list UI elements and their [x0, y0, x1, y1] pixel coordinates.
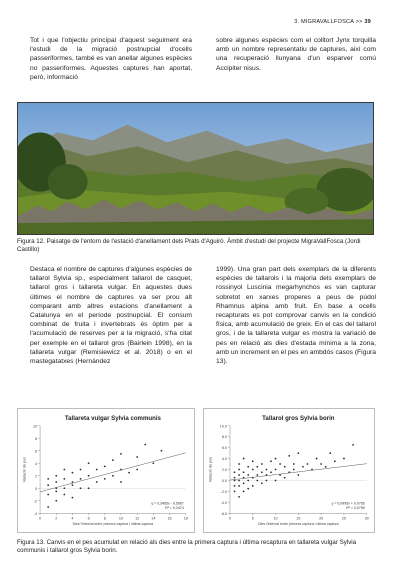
data-point [307, 463, 309, 465]
data-point [261, 463, 263, 465]
x-tick-label: 0 [228, 516, 231, 521]
data-point [152, 462, 154, 464]
data-point [293, 463, 295, 465]
top-right-paragraph: sobre algunes espècies com el colltort Jynx torquilla amb un nombre representatiu de captures, així com una recuperació llunyana d'un esparver comú Accipiter nisus. [216, 37, 376, 72]
chart-card-communis [17, 408, 195, 533]
y-tick-label: 8.0 [221, 435, 228, 440]
x-tick-label: 10 [118, 516, 124, 521]
y-tick-label: 4.0 [221, 457, 228, 462]
data-point [238, 474, 240, 476]
data-point [234, 477, 236, 479]
data-point [72, 481, 74, 483]
data-point [293, 469, 295, 471]
top-left-paragraph: Tot i que l'objectiu principal d'aquest seguiment era l'estudi de la migració postnupcial d'ocells passeriformes, també es van anellar algunes espècies no passeriformes. Aquestes captures han aportat, però, informació [30, 37, 192, 81]
figure-13-caption: Figura 13. Canvis en el pes acumulat en relació als dies entre la primera captura i última recaptura en tallareta vulgar Sylvia communis i tallarol gros Sylvia borin. [17, 539, 357, 555]
data-point [80, 469, 82, 471]
data-point [352, 444, 354, 446]
trend-equation: y = 0,0995x + 0,0765 [331, 501, 365, 506]
data-point [72, 472, 74, 474]
page-header [294, 19, 371, 25]
data-point [247, 474, 249, 476]
x-tick-label: 8 [103, 516, 106, 521]
data-point [270, 471, 272, 473]
x-tick-label: 30 [364, 516, 369, 521]
data-point [120, 453, 122, 455]
x-tick-label: 18 [183, 516, 188, 521]
data-point [104, 466, 106, 468]
y-tick-label: -4.0 [220, 500, 228, 505]
x-tick-label: 6 [87, 516, 90, 521]
data-point [55, 500, 57, 502]
data-point [316, 458, 318, 460]
data-point [128, 472, 130, 474]
y-tick-label: -4 [33, 511, 38, 516]
y-tick-label: 6 [35, 449, 38, 454]
data-point [297, 452, 299, 454]
data-point [243, 491, 245, 493]
header-arrows: >> [355, 19, 363, 25]
data-point [72, 484, 74, 486]
data-point [47, 478, 49, 480]
data-point [329, 452, 331, 454]
data-point [234, 491, 236, 493]
mountain-landscape-icon [18, 103, 373, 234]
x-axis-label: Dies l'interval entre primera captura i última captura [258, 522, 339, 527]
data-point [136, 469, 138, 471]
data-point [261, 471, 263, 473]
data-point [234, 480, 236, 482]
x-tick-label: 16 [167, 516, 172, 521]
data-point [343, 458, 345, 460]
data-point [55, 481, 57, 483]
x-tick-label: 20 [319, 516, 324, 521]
data-point [320, 463, 322, 465]
y-tick-label: 6.0 [221, 446, 228, 451]
data-point [88, 475, 90, 477]
y-tick-label: -2 [33, 499, 38, 504]
data-point [243, 458, 245, 460]
data-point [302, 466, 304, 468]
data-point [161, 450, 163, 452]
data-point [96, 469, 98, 471]
data-point [238, 463, 240, 465]
data-point [80, 478, 82, 480]
data-point [247, 488, 249, 490]
trendline [230, 464, 367, 480]
x-tick-label: 14 [151, 516, 156, 521]
data-point [275, 458, 277, 460]
data-point [63, 478, 65, 480]
y-tick-label: 2 [35, 474, 38, 479]
y-tick-label: 10.0 [219, 424, 228, 429]
trendline [40, 453, 186, 492]
chart-title: Tallareta vulgar Sylvia communis [64, 414, 161, 422]
data-point [279, 463, 281, 465]
data-point [325, 466, 327, 468]
y-tick-label: 4 [35, 461, 38, 466]
x-tick-label: 4 [71, 516, 74, 521]
data-point [238, 480, 240, 482]
data-point [256, 474, 258, 476]
data-point [247, 466, 249, 468]
chart-card-borin [203, 408, 375, 533]
data-point [284, 466, 286, 468]
data-point [88, 462, 90, 464]
data-point [104, 478, 106, 480]
y-tick-label: -6.0 [220, 511, 228, 516]
data-point [72, 497, 74, 499]
data-point [238, 485, 240, 487]
x-tick-label: 12 [135, 516, 140, 521]
chart-borin [204, 409, 374, 532]
y-tick-label: -2.0 [220, 489, 228, 494]
section-title: 3. MIGRAVALLFOSCA [294, 19, 354, 25]
y-tick-label: 0.0 [221, 479, 228, 484]
data-point [112, 459, 114, 461]
x-axis-label: Dies l'interval entre primera captura i última captura [72, 522, 154, 527]
page-number: 39 [364, 19, 371, 25]
data-point [243, 482, 245, 484]
data-point [261, 482, 263, 484]
data-point [55, 491, 57, 493]
data-point [275, 469, 277, 471]
y-tick-label: 8 [35, 436, 38, 441]
figure-12-caption: Figura 12. Paisatge de l'entorn de l'estació d'anellament dels Prats d'Aguiró. Àmbit d'estudi del projecte MigraVallFosca (Jordi Castillo) [17, 238, 361, 254]
trend-r2: R² = 0,0759 [346, 505, 365, 510]
data-point [252, 460, 254, 462]
data-point [47, 484, 49, 486]
landscape-photo [17, 102, 374, 235]
data-point [136, 456, 138, 458]
data-point [63, 469, 65, 471]
data-point [256, 466, 258, 468]
y-tick-label: 0 [35, 486, 38, 491]
data-point [238, 469, 240, 471]
trend-r2: R² = 0,2474 [165, 505, 184, 510]
data-point [47, 494, 49, 496]
y-axis-label: Variació de pes [208, 456, 213, 483]
data-point [275, 480, 277, 482]
data-point [96, 481, 98, 483]
data-point [243, 471, 245, 473]
data-point [247, 480, 249, 482]
data-point [252, 469, 254, 471]
data-point [256, 480, 258, 482]
data-point [234, 485, 236, 487]
body-right-paragraph: 1999). Una gran part dels exemplars de la diferents espècies de tallarols i la majoria dels exemplars de rossinyol Luscinia megarhynchos es van capturar sobretot en xarxes properes a peus de púdol Rhamnus alpina amb fruit. En base a ocells recapturats es pot comprovar canvis en la condició física, amb acumulació de greix. En el cas del tallarol gros, i de la tallareta vulgar es mostra la variació de pes en relació als dies d'estada mínima a la zona, amb un increment en el pes en ambdós casos (Figura 13). [216, 266, 376, 366]
data-point [270, 460, 272, 462]
data-point [297, 474, 299, 476]
data-point [234, 471, 236, 473]
data-point [252, 485, 254, 487]
data-point [63, 494, 65, 496]
x-tick-label: 2 [55, 516, 58, 521]
chart-title: Tallarol gros Sylvia borin [262, 414, 335, 422]
data-point [284, 477, 286, 479]
data-point [238, 496, 240, 498]
data-point [266, 469, 268, 471]
data-point [55, 475, 57, 477]
chart-communis [18, 409, 194, 532]
x-tick-label: 25 [341, 516, 347, 521]
y-tick-label: 10 [32, 424, 38, 429]
data-point [120, 481, 122, 483]
data-point [334, 460, 336, 462]
data-point [63, 487, 65, 489]
body-left-paragraph: Destaca el nombre de captures d'algunes espècies de tallarol Sylvia sp., especialment tallarol de casquet, tallarol gros i tallareta vulgar. En aquestes dues últimes el nombre de captures va ser prou alt comparant amb altres estacions d'anellament a Catalunya en el període postnupcial. El consum combinat de fruita i invertebrats és òptim per a l'acumulació de reserves per a la migració, s'ha citat per exemple en el tallarol gros (Bairlein 1998), en la tallareta vulgar (Remisiewicz et al. 2018) o en el mastegatatxes (Hernández [30, 266, 192, 366]
data-point [266, 480, 268, 482]
data-point [112, 475, 114, 477]
x-tick-label: 0 [39, 516, 42, 521]
x-tick-label: 15 [296, 516, 301, 521]
x-tick-label: 10 [273, 516, 278, 521]
x-tick-label: 5 [251, 516, 254, 521]
y-tick-label: 2.0 [221, 468, 228, 473]
data-point [88, 487, 90, 489]
data-point [144, 444, 146, 446]
data-point [47, 506, 49, 508]
data-point [80, 487, 82, 489]
y-axis-label: Variació de pes [22, 456, 27, 483]
data-point [288, 455, 290, 457]
trend-equation: y = 0,3465x - 0,5667 [151, 501, 184, 506]
